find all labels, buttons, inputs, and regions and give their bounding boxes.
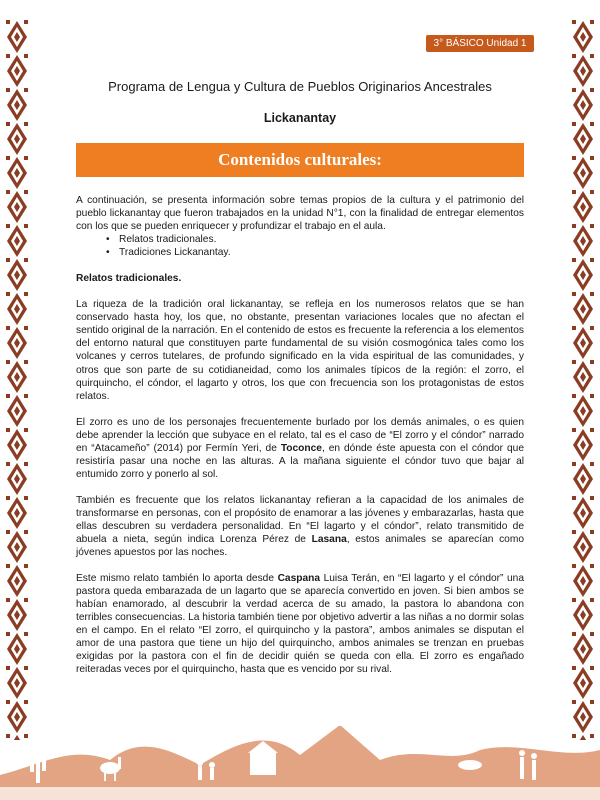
- paragraph-4: Este mismo relato también lo aporta desde Caspana Luisa Terán, en “El lagarto y el cóndor” una pastora queda embarazada de un lagarto que se aparecía convertido en joven. Si bien ambos se habían enamorado, al descubrir la verdad acerca de su amado, la pastora lo abandona con terribles consecuencias. La historia también tiene por objetivo advertir a las niñas a no dormir solas en el campo. En el relato “El zorro, el quirquincho y la pastora”, ambos animales se disputan el amor de una pastora que tiene un hijo del quirquincho, ambos animales se trenzan en pruebas exigidas por la pastora con el fin de decidir quién se queda con ella. El zorro es engañado reiteradas veces por el quirquincho, hasta que es vencido por su rival.: [76, 573, 524, 676]
- page-subtitle: Lickanantay: [263, 111, 337, 125]
- place-name: Lasana: [311, 534, 347, 546]
- grade-unit-badge: 3° BÁSICO Unidad 1: [426, 35, 534, 52]
- paragraph-3: También es frecuente que los relatos lickanantay refieran a la capacidad de los animales de transformarse en personas, con el propósito de enamorar a las jóvenes y embarazarlas, hasta que ellas descubren su verdadera personalidad. En “El lagarto y el cóndor”, relato transmitido de abuela a nieta, según indica Lorenza Pérez de Lasana, estos animales se aparecían como jóvenes apuestos por las noches.: [76, 494, 524, 559]
- intro-paragraph: A continuación, se presenta información sobre temas propios de la cultura y el patrimonio del pueblo lickanantay que fueron trabajados en la unidad N°1, con la finalidad de entregar elementos con los que se pueden enriquecer y profundizar el trabajo en el aula.: [76, 195, 524, 233]
- place-name: Caspana: [277, 573, 321, 585]
- landscape-silhouette-illustration: [0, 705, 600, 800]
- paragraph-2: El zorro es uno de los personajes frecuentemente burlado por los demás animales, o es quien debe aprender la lección que subyace en el relato, tal es el caso de “El zorro y el cóndor” narrado en “Atacameño” (2014) por Fermín Yeri, de Toconce, en dónde éste apuesta con el cóndor que resistiría pasar una noche en las alturas. A la mañana siguiente el cóndor tuvo que bajar al entumido zorro y ponerlo al sol.: [76, 416, 524, 480]
- place-name: Toconce: [280, 442, 322, 454]
- list-item: • Tradiciones Lickanantay.: [76, 246, 524, 259]
- page-title: Programa de Lengua y Cultura de Pueblos Originarios Ancestrales: [108, 79, 492, 94]
- decorative-border-left: [6, 20, 28, 740]
- section-banner: Contenidos culturales:: [76, 143, 524, 177]
- section-heading: Relatos tradicionales.: [76, 273, 182, 285]
- list-item: • Relatos tradicionales.: [76, 233, 524, 246]
- paragraph-1: La riqueza de la tradición oral lickanantay, se refleja en los numerosos relatos que se han conservado hasta hoy, los que, no obstante, presentan variaciones locales que no afectan el sentido original de la narración. En el contenido de estos es frecuente la referencia a los elementos del entorno natural que constituyen parte fundamental de su visión cosmogónica tales como los volcanes y cerros tutelares, de profundo significado en la vida espiritual de las comunidades, y otros que son parte de su cotidianeidad, como los animales típicos de la región: el zorro, el quirquincho, el cóndor, el lagarto y otros, los que con frecuencia son los protagonistas de estos relatos.: [76, 299, 524, 402]
- document-body: [76, 194, 524, 690]
- decorative-border-right: [572, 20, 594, 740]
- topic-list: [76, 233, 524, 259]
